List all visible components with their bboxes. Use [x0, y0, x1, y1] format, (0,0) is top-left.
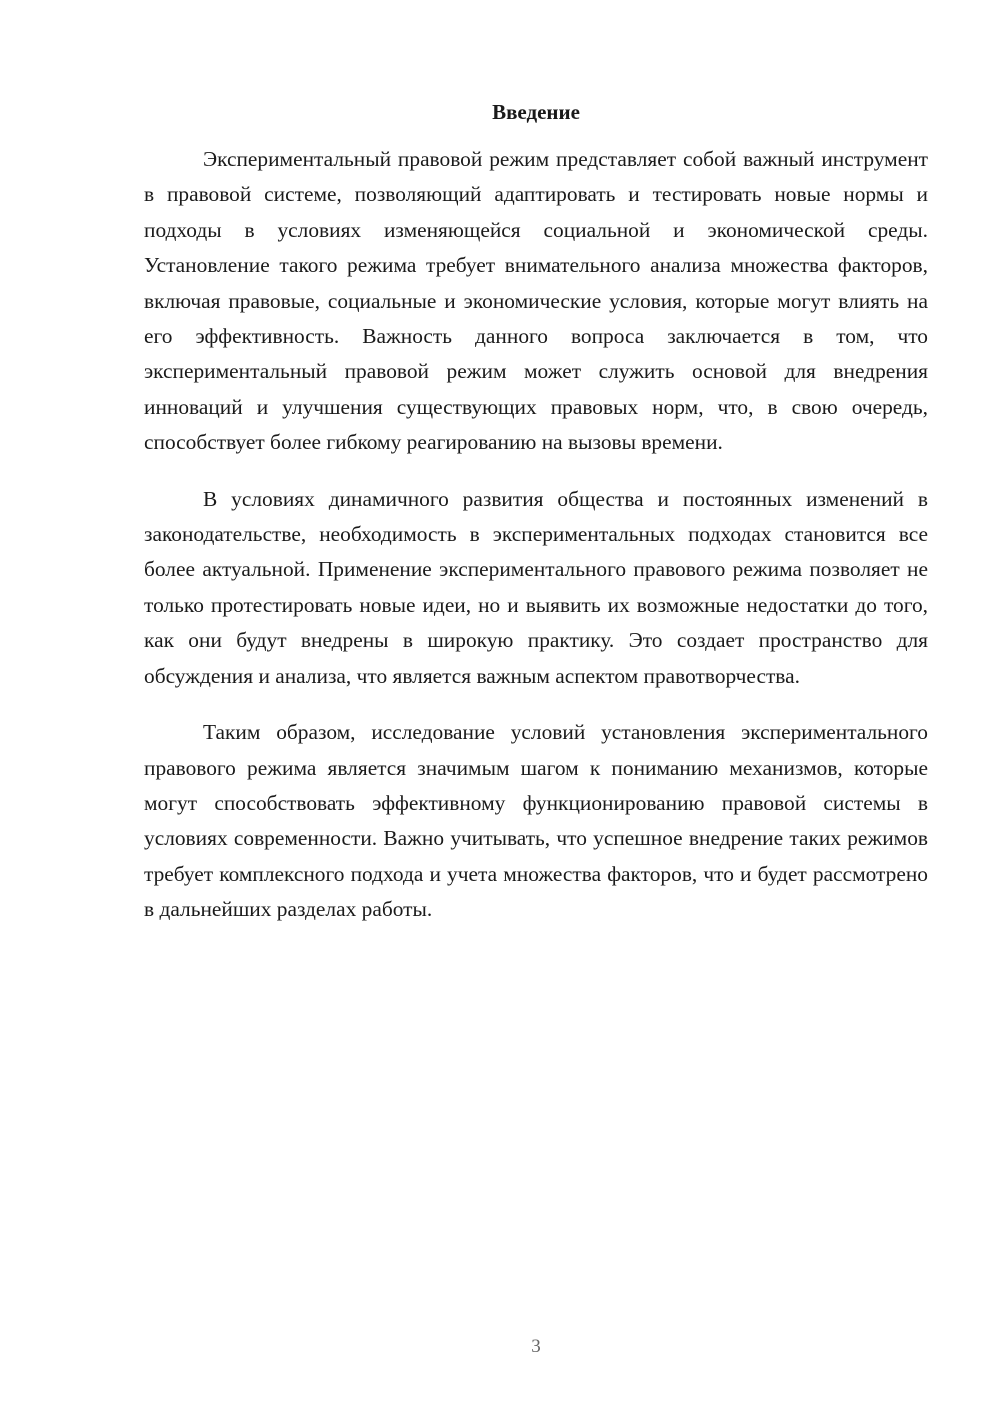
body-text	[144, 142, 928, 928]
section-title: Введение	[492, 100, 580, 124]
paragraph-1: Экспериментальный правовой режим представляет собой важный инструмент в правовой системе, позволяющий адаптировать и тестировать новые нормы и подходы в условиях изменяющейся социальной и экономической среды. Установление такого режима требует внимательного анализа множества факторов, включая правовые, социальные и экономические условия, которые могут влиять на его эффективность. Важность данного вопроса заключается в том, что экспериментальный правовой режим может служить основой для внедрения инноваций и улучшения существующих правовых норм, что, в свою очередь, способствует более гибкому реагированию на вызовы времени.	[144, 147, 928, 455]
paragraph-2: В условиях динамичного развития общества и постоянных изменений в законодательстве, необходимость в экспериментальных подходах становится все более актуальной. Применение экспериментального правового режима позволяет не только протестировать новые идеи, но и выявить их возможные недостатки до того, как они будут внедрены в широкую практику. Это создает пространство для обсуждения и анализа, что является важным аспектом правотворчества.	[144, 486, 928, 688]
paragraph-3: Таким образом, исследование условий установления экспериментального правового режима является значимым шагом к пониманию механизмов, которые могут способствовать эффективному функционированию правовой системы в условиях современности. Важно учитывать, что успешное внедрение таких режимов требует комплексного подхода и учета множества факторов, что и будет рассмотрено в дальнейших разделах работы.	[144, 720, 928, 922]
page-number: 3	[531, 1336, 541, 1357]
